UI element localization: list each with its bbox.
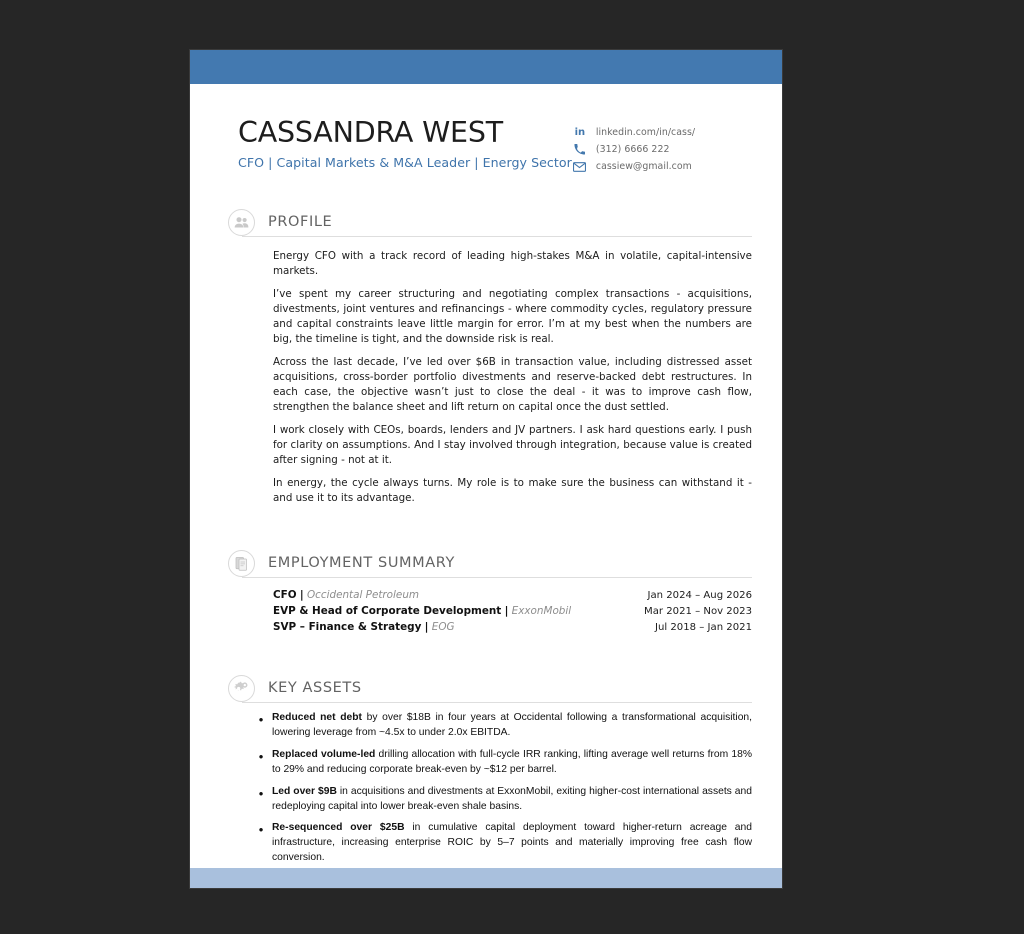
key-asset-lead: Led over $9B [272,785,337,797]
employment-section-header [228,546,752,580]
key-asset-rest: drilling allocation with full-cycle IRR ranking, lifting average well returns from 18% to 29% and reducing corporate break-even by ~$12 per barrel. [272,749,752,775]
employment-row [273,621,752,633]
section-profile [190,205,782,239]
contact-item-email[interactable] [572,158,695,175]
section-key-assets [190,671,782,705]
profile-paragraph: I work closely with CEOs, boards, lenders and JV partners. I ask hard questions early. I push for clarity on assumptions. And I stay involved through integration, because value is created after signing - not at it. [273,424,752,467]
page-bottom-accent-bar [190,868,782,888]
key-asset-rest: by over $18B in four years at Occidental following a transformational acquisition, lowering leverage from ~4.5x to under 2.0x EBITDA. [272,712,753,739]
bullet-glyph: • [258,785,264,801]
employment-row [273,589,752,601]
key-asset-text [272,748,752,778]
section-divider [242,702,752,703]
employment-separator: | [424,621,429,634]
key-asset-lead: Replaced volume-led [272,749,376,761]
bullet-glyph: • [258,712,264,728]
key-assets-section-title: KEY ASSETS [268,680,368,696]
profile-paragraph: I’ve spent my career structuring and negotiating complex transactions - acquisitions, divestments, joint ventures and refinancings - where commodity cycles, regulatory pressure and capital constraints leave little margin for error. I’m at my best when the numbers are big, the timeline is tight, and the downside risk is real. [273,288,752,346]
name-block [238,116,572,170]
linkedin-value: linkedin.com/in/cass/ [595,127,696,138]
profile-paragraph: Across the last decade, I’ve led over $6B in transaction value, including distressed asset acquisitions, cross-border portfolio divestments and reserve-backed debt restructures. In each case, the objective wasn’t just to close the deal - it was to improve cash flow, strengthen the balance sheet and lift return on capital once the dust settled. [273,356,752,414]
profile-paragraph: Energy CFO with a track record of leading high-stakes M&A in volatile, capital-intensive markets. [273,250,752,278]
list-item [250,785,752,815]
key-assets-list [190,711,782,865]
profile-section-title: PROFILE [268,214,338,230]
document-icon [228,550,255,577]
employment-dates: Jul 2018 – Jan 2021 [655,622,752,634]
list-item [250,748,752,778]
email-value: cassiew@gmail.com [595,161,692,172]
contact-list [572,116,695,175]
key-assets-section-header [228,671,752,705]
employment-role: EVP & Head of Corporate Development [273,605,502,618]
employment-company: Occidental Petroleum [306,589,420,602]
employment-section-title: EMPLOYMENT SUMMARY [268,555,461,571]
resume-page [190,50,782,888]
contact-item-phone[interactable] [572,141,695,158]
employment-list [190,589,782,633]
key-asset-rest: in cumulative capital deployment toward higher-return acreage and infrastructure, increasing enterprise ROIC by 5–7 points and materially improving free cash flow conversion. [272,822,752,863]
gears-icon [228,675,255,702]
profile-body [190,249,782,506]
resume-header [190,84,782,175]
people-icon [228,209,255,236]
section-employment [190,546,782,580]
employment-separator: | [299,589,304,602]
employment-dates: Jan 2024 – Aug 2026 [647,590,752,602]
email-icon [572,160,588,174]
phone-value: (312) 6666 222 [595,144,670,155]
key-asset-text [272,821,752,865]
key-asset-text [272,785,752,815]
bullet-glyph: • [258,822,264,838]
employment-role: CFO [273,589,297,602]
employment-position [273,621,455,633]
employment-position [273,605,571,617]
page-title: CASSANDRA WEST [238,116,503,149]
key-asset-text [272,711,752,741]
page-top-accent-bar [190,50,782,84]
employment-position [273,589,419,601]
profile-paragraph: In energy, the cycle always turns. My role is to make sure the business can withstand it - and use it to its advantage. [273,477,752,505]
key-asset-rest: in acquisitions and divestments at ExxonMobil, exiting higher-cost international assets and redeploying capital into lower break-even shale basins. [272,785,752,812]
list-item [250,821,752,865]
professional-tagline: CFO | Capital Markets & M&A Leader | Energy Sector [238,154,572,170]
employment-role: SVP – Finance & Strategy [273,621,422,634]
list-item [250,711,752,741]
employment-separator: | [504,605,509,618]
page-content [190,84,782,873]
key-asset-lead: Reduced net debt [272,712,362,724]
section-divider [242,577,752,578]
section-divider [242,236,752,237]
employment-company: EOG [431,621,455,634]
key-asset-lead: Re-sequenced over $25B [272,822,405,834]
bullet-glyph: • [258,749,264,765]
linkedin-icon: in [574,126,586,138]
employment-company: ExxonMobil [511,605,572,618]
phone-icon [572,143,588,157]
employment-row [273,605,752,617]
profile-section-header [228,205,752,239]
contact-item-linkedin[interactable] [572,124,695,141]
employment-dates: Mar 2021 – Nov 2023 [643,606,752,618]
